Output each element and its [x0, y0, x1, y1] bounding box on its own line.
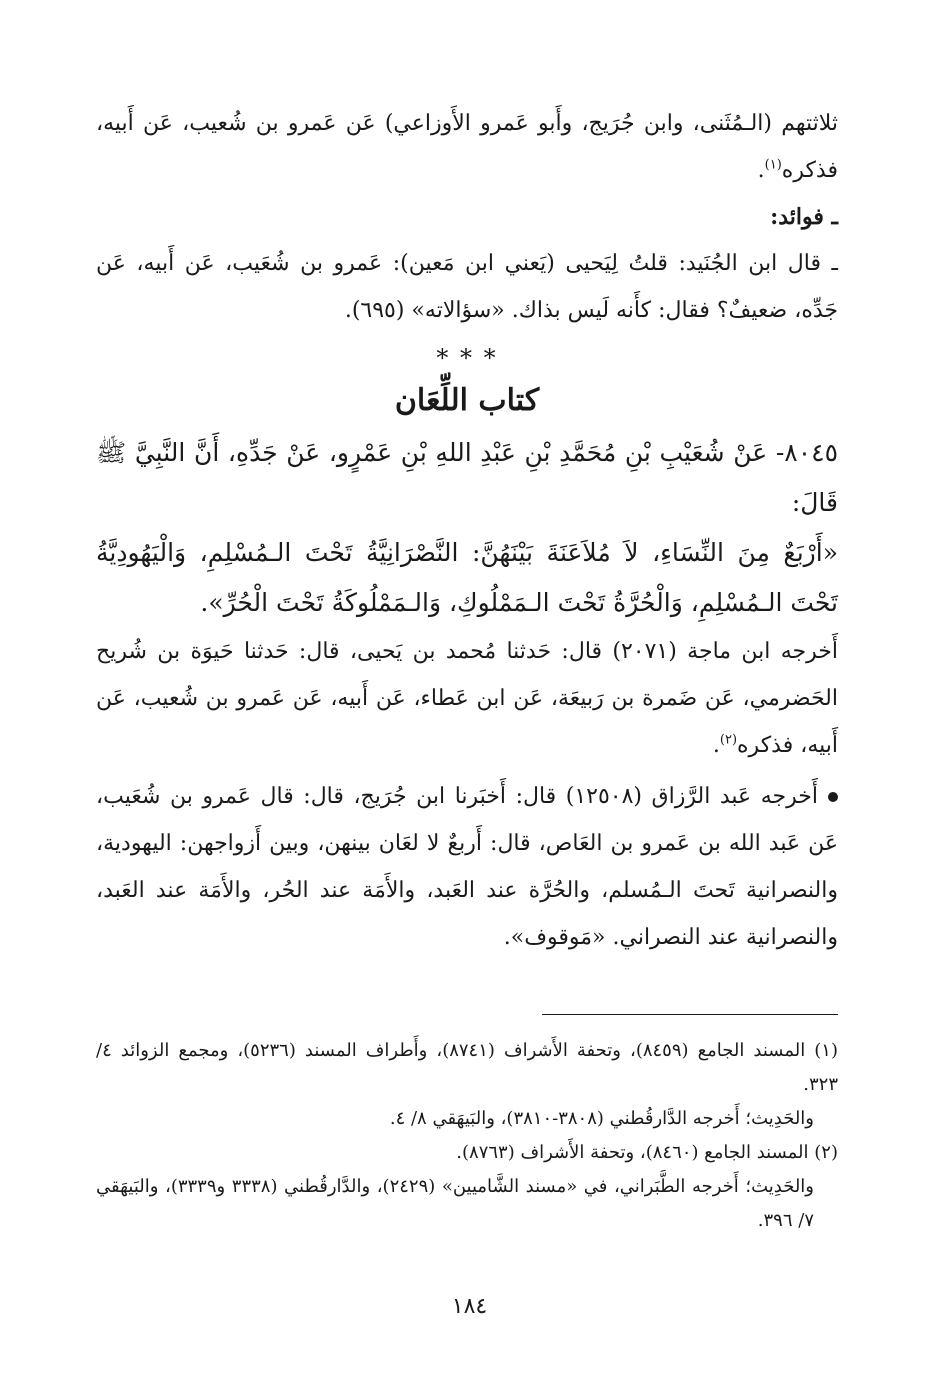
intro-end: . [757, 158, 765, 183]
takhrij-1-end: . [712, 733, 720, 758]
footnotes [96, 1034, 838, 1238]
chapter-title: كتاب اللِّعَان [394, 383, 540, 418]
section-separator: * * * [436, 344, 498, 372]
takhrij-paragraph-1 [96, 628, 838, 769]
takhrij-paragraph-2 [96, 773, 838, 961]
page-number: ١٨٤ [451, 1294, 488, 1319]
intro-paragraph [96, 100, 838, 194]
fawaid-paragraph: ـ قال ابن الجُنَيد: قلتُ لِيَحيى (يَعني ابن مَعين): عَمرو بن شُعَيب، عَن أَبيه، عَن جَدِّه، ضعيفٌ؟ فقال: كأَنه لَيس بذاك. «سؤالاته» (٦٩٥). [96, 251, 838, 323]
takhrij-2-text: أَخرجه عَبد الرَّزاق (١٢٥٠٨) قال: أَخبَرنا ابن جُرَيج، قال: قال عَمرو بن شُعَيب، عَن عَبد الله بن عَمرو بن العَاص، قال: أَربعٌ لا لعَان بينهن، وبين أَزواجهن: اليهودية، والنصرانية تَحتَ الـمُسلم، والحُرَّة عند العَبد، والأَمَة عند الحُر، والأَمَة عند العَبد، والنصرانية عند النصراني. «مَوقوف». [96, 784, 838, 950]
takhrij-1-text: أَخرجه ابن ماجة (٢٠٧١) قال: حَدثنا مُحمد بن يَحيى، قال: حَدثنا حَيوَة بن شُريح الحَضرمي، عَن ضَمرة بن رَبيعَة، عَن ابن عَطاء، عَن أَبيه، عَن عَمرو بن شُعيب، عَن أَبيه، فذكره [96, 639, 838, 758]
footnote-line: (١) المسند الجامع (٨٤٥٩)، وتحفة الأَشراف (٨٧٤١)، وأَطراف المسند (٥٢٣٦)، ومجمع الزوائد ٤/ ٣٢٣. [96, 1040, 838, 1095]
hadith-isnad-text: عَنْ شُعَيْبِ بْنِ مُحَمَّدِ بْنِ عَبْدِ اللهِ بْنِ عَمْرٍو، عَنْ جَدِّهِ، أَنَّ النَّبِيَّ ﷺ قَالَ: [96, 438, 838, 517]
footnote-divider [542, 1014, 838, 1015]
hadith-number: ٨٠٤٥- [775, 438, 838, 467]
bullet-icon [828, 792, 838, 802]
footnote-line: (٢) المسند الجامع (٨٤٦٠)، وتحفة الأَشراف (٨٧٦٣). [456, 1142, 838, 1163]
footnote-line: والحَدِيث؛ أَخرجه الدَّارقُطني (٣٨٠٨-٣٨١٠)، والبَيهَقي ٨/ ٤. [389, 1108, 814, 1129]
intro-text: ثلاثتهم (الـمُثَنى، وابن جُرَيج، وأَبو عَمرو الأَوزاعي) عَن عَمرو بن شُعيب، عَن أَبيه، فذكره [96, 111, 838, 183]
fawaid-heading: ـ فوائد: [770, 204, 838, 230]
page-body [96, 100, 838, 961]
hadith-isnad [96, 428, 838, 528]
footnote-line: والحَدِيث؛ أَخرجه الطَّبَراني، في «مسند الشَّاميين» (٢٤٢٩)، والدَّارقُطني (٣٣٣٨ و٣٣٣٩)، والبَيهَقي ٧/ ٣٩٦. [96, 1176, 815, 1231]
footnote-ref-1[interactable]: (١) [764, 157, 782, 173]
footnote-ref-2[interactable]: (٢) [719, 732, 738, 748]
hadith-matn: «أَرْبَعٌ مِنَ النِّسَاءِ، لاَ مُلاَعَنَةَ بَيْنَهُنَّ: النَّصْرَانِيَّةُ تَحْتَ الـمُسْلِمِ، وَالْيَهُودِيَّةُ تَحْتَ الـمُسْلِمِ، وَالْحُرَّةُ تَحْتَ الـمَمْلُوكِ، وَالـمَمْلُوكَةُ تَحْتَ الْحُرِّ». [96, 538, 838, 617]
